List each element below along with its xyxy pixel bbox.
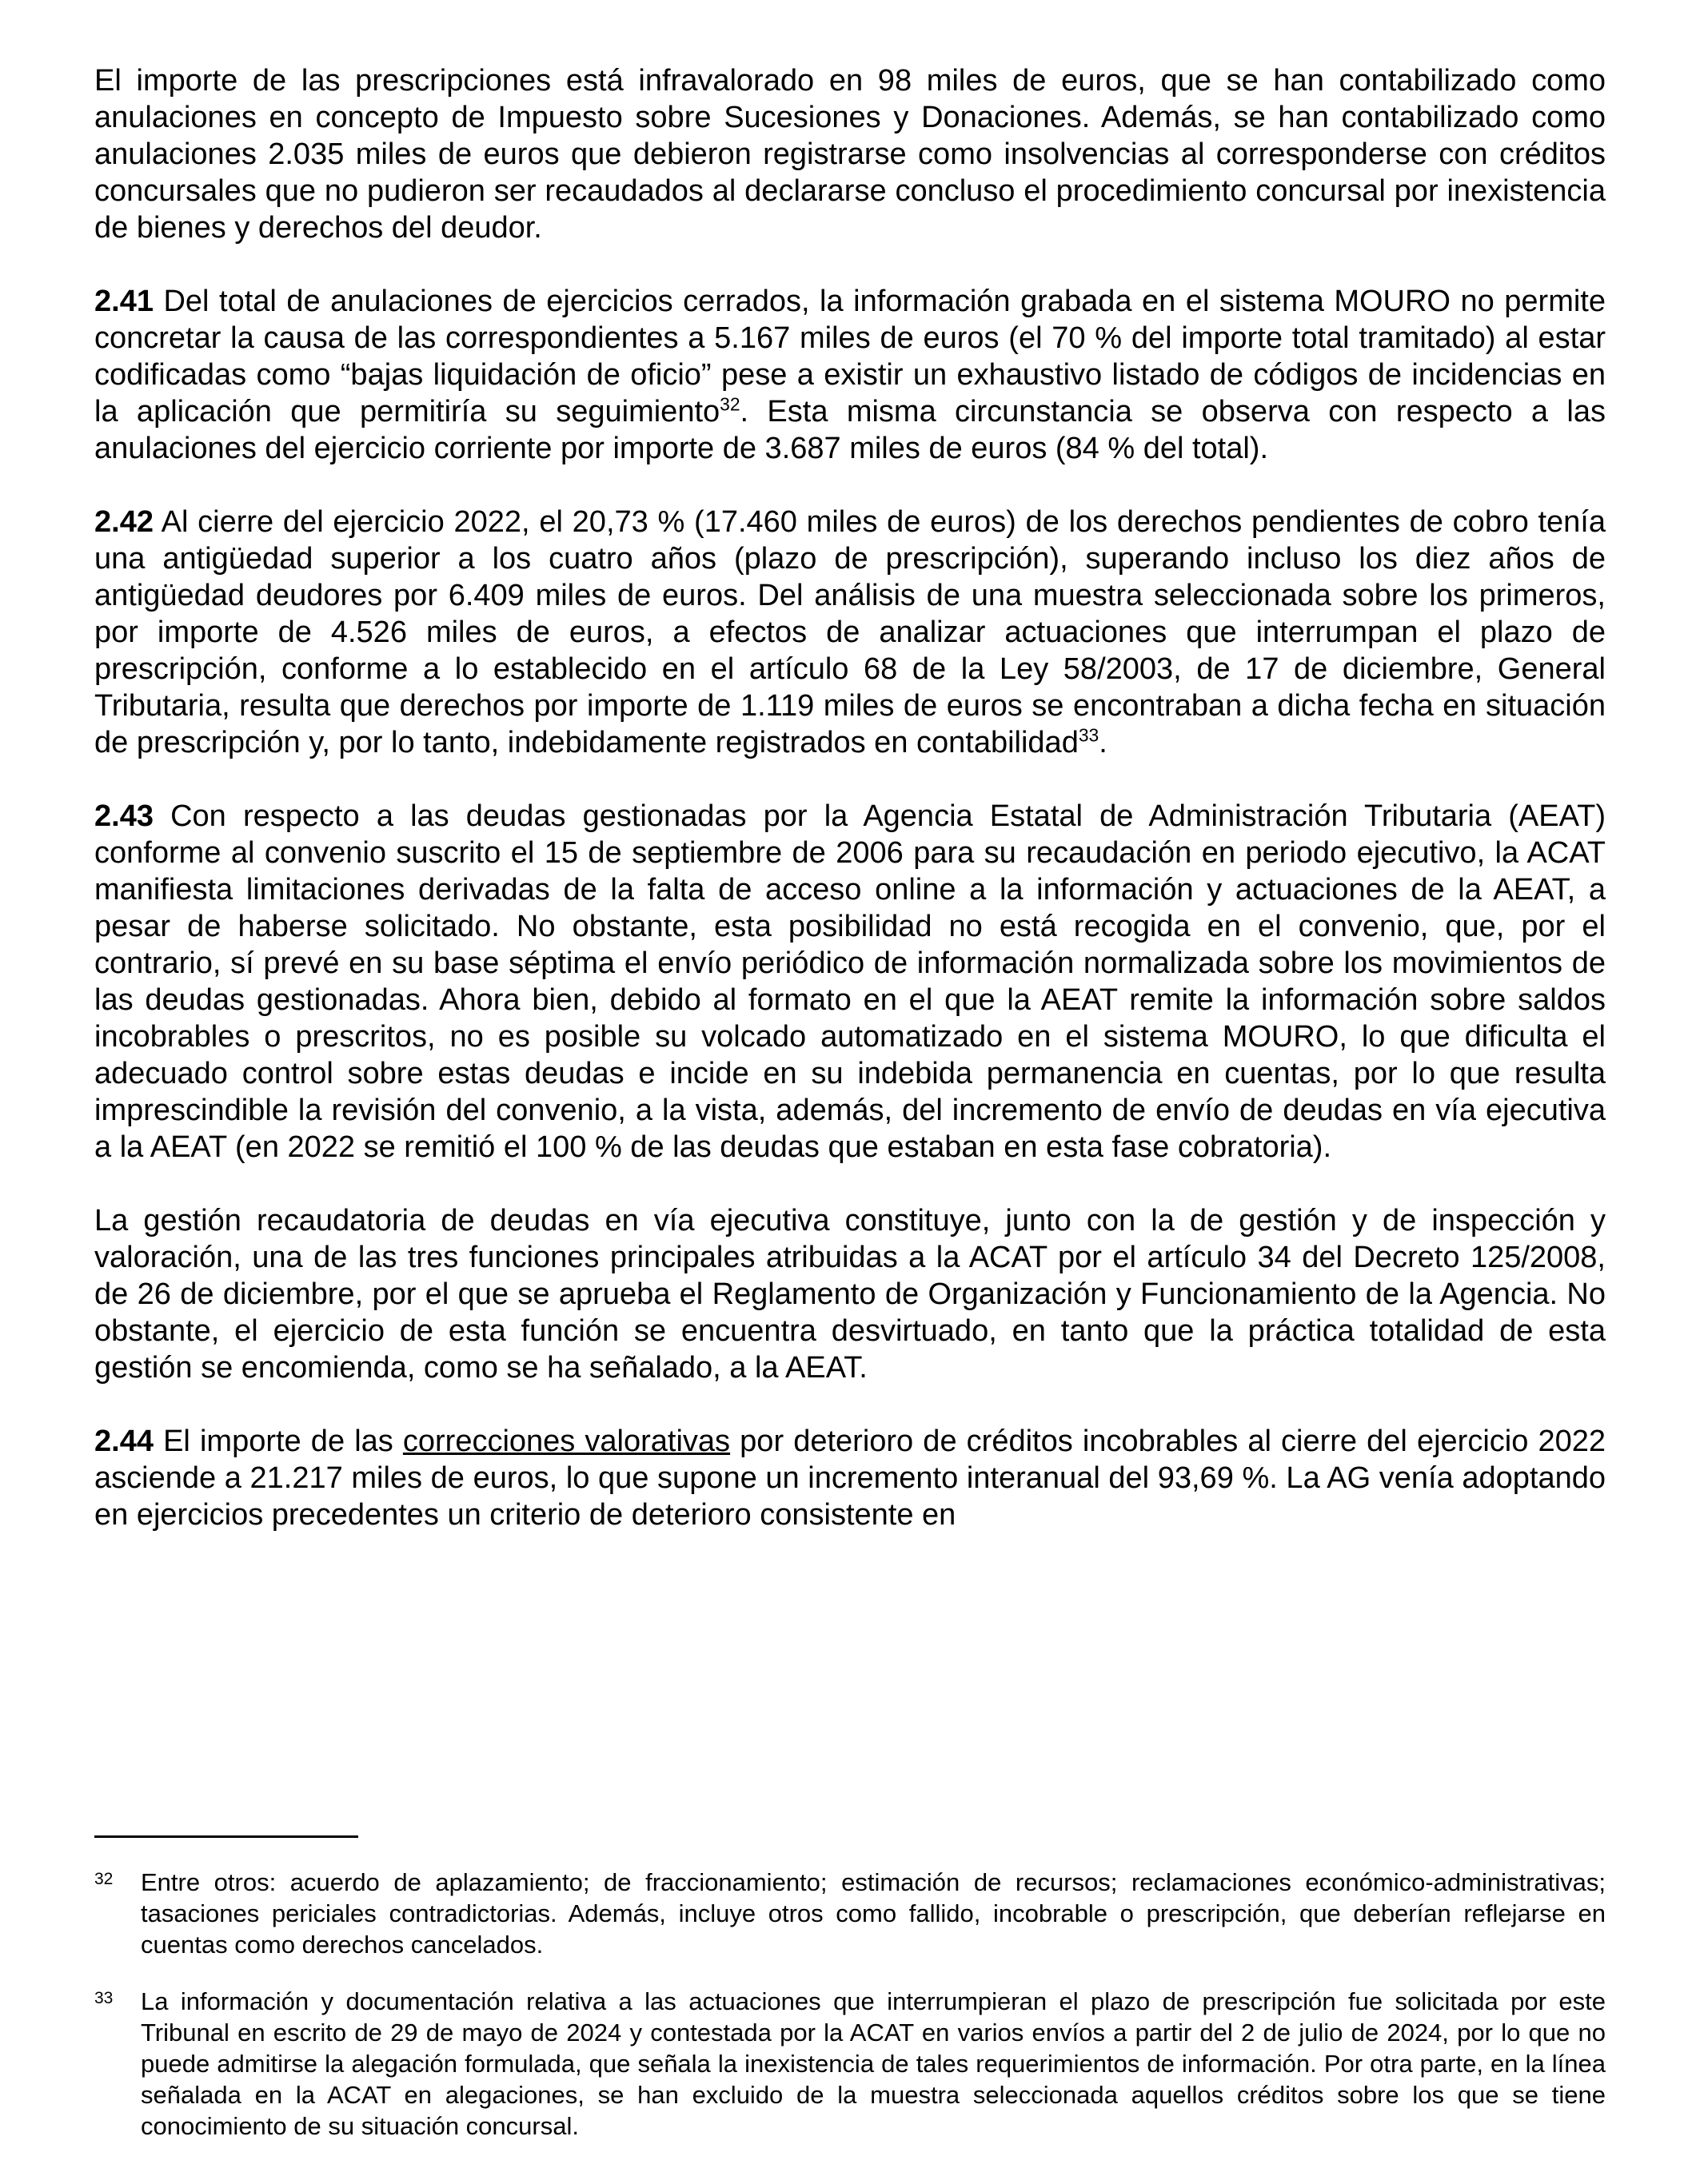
paragraph-gestion (94, 1202, 1606, 1386)
paragraph-number: 2.44 (94, 1425, 154, 1458)
paragraph-text: El importe de las prescripciones está infravalorado en 98 miles de euros, que se han contabilizado como anulaciones en concepto de Impuesto sobre Sucesiones y Donaciones. Además, se han contabilizado como anulaciones 2.035 miles de euros que debieron registrarse como insolvencias al corresponderse con créditos concursales que no pudieron ser recaudados al declararse concluso el procedimiento concursal por inexistencia de bienes y derechos del deudor. (94, 64, 1606, 245)
document-body (94, 62, 1606, 1533)
paragraph-2-43 (94, 798, 1606, 1166)
footnote-32 (94, 1867, 1606, 1960)
paragraph-number: 2.42 (94, 505, 154, 539)
underlined-term: correcciones valorativas (402, 1425, 731, 1458)
paragraph-number: 2.43 (94, 799, 154, 833)
footnote-text: La información y documentación relativa a las actuaciones que interrumpieran el plazo de prescripción fue solicitada por este Tribunal en escrito de 29 de mayo de 2024 y contestada por la ACAT en varios envíos a partir del 2 de julio de 2024, por lo que no puede admitirse la alegación formulada, que señala la inexistencia de tales requerimientos de información. Por otra parte, en la línea señalada en la ACAT en alegaciones, se han excluido de la muestra seleccionada aquellos créditos sobre los que se tiene conocimiento de su situación concursal. (141, 1987, 1606, 2140)
paragraph-text: por deterioro de créditos incobrables al cierre del ejercicio 2022 asciende a 21.217 miles de euros, lo que supone un incremento interanual del 93,69 %. La AG venía adoptando en ejercicios precedentes un criterio de deterioro consistente en (94, 1425, 1606, 1532)
paragraph-text: . (1099, 726, 1107, 759)
footnote-33 (94, 1986, 1606, 2142)
paragraph-text: La gestión recaudatoria de deudas en vía ejecutiva constituye, junto con la de gestión y de inspección y valoración, una de las tres funciones principales atribuidas a la ACAT por el artículo 34 del Decreto 125/2008, de 26 de diciembre, por el que se aprueba el Reglamento de Organización y Funcionamiento de la Agencia. No obstante, el ejercicio de esta función se encuentra desvirtuado, en tanto que la práctica totalidad de esta gestión se encomienda, como se ha señalado, a la AEAT. (94, 1204, 1606, 1385)
footnote-number: 32 (94, 1870, 114, 1888)
footnote-ref-32: 32 (720, 393, 740, 415)
paragraph-intro (94, 62, 1606, 246)
paragraph-number: 2.41 (94, 285, 154, 318)
footnote-text: Entre otros: acuerdo de aplazamiento; de fraccionamiento; estimación de recursos; reclamaciones económico-administrativas; tasaciones periciales contradictorias. Además, incluye otros como fallido, incobrable o prescripción, que deberían reflejarse en cuentas como derechos cancelados. (141, 1868, 1606, 1959)
paragraph-text: Al cierre del ejercicio 2022, el 20,73 % (17.460 miles de euros) de los derechos pendientes de cobro tenía una antigüedad superior a los cuatro años (plazo de prescripción), superando incluso los diez años de antigüedad deudores por 6.409 miles de euros. Del análisis de una muestra seleccionada sobre los primeros, por importe de 4.526 miles de euros, a efectos de analizar actuaciones que interrumpan el plazo de prescripción, conforme a lo establecido en el artículo 68 de la Ley 58/2003, de 17 de diciembre, General Tributaria, resulta que derechos por importe de 1.119 miles de euros se encontraban a dicha fecha en situación de prescripción y, por lo tanto, indebidamente registrados en contabilidad (94, 505, 1606, 759)
paragraph-text: Con respecto a las deudas gestionadas por la Agencia Estatal de Administración Tributaria (AEAT) conforme al convenio suscrito el 15 de septiembre de 2006 para su recaudación en periodo ejecutivo, la ACAT manifiesta limitaciones derivadas de la falta de acceso online a la información y actuaciones de la AEAT, a pesar de haberse solicitado. No obstante, esta posibilidad no está recogida en el convenio, que, por el contrario, sí prevé en su base séptima el envío periódico de información normalizada sobre los movimientos de las deudas gestionadas. Ahora bien, debido al formato en el que la AEAT remite la información sobre saldos incobrables o prescritos, no es posible su volcado automatizado en el sistema MOURO, lo que dificulta el adecuado control sobre estas deudas e incide en su indebida permanencia en cuentas, por lo que resulta imprescindible la revisión del convenio, a la vista, además, del incremento de envío de deudas en vía ejecutiva a la AEAT (en 2022 se remitió el 100 % de las deudas que estaban en esta fase cobratoria). (94, 799, 1606, 1164)
paragraph-2-42 (94, 504, 1606, 761)
paragraph-text: El importe de las (153, 1425, 403, 1458)
paragraph-2-41 (94, 283, 1606, 467)
paragraph-text: . Esta misma circunstancia se observa con respecto a las anulaciones del ejercicio corriente por importe de 3.687 miles de euros (84 % del total). (94, 395, 1606, 465)
footnote-ref-33: 33 (1078, 724, 1099, 746)
footnotes-section (94, 1835, 1606, 2142)
footnote-number: 33 (94, 1989, 114, 2007)
paragraph-2-44 (94, 1423, 1606, 1533)
footnote-separator (94, 1835, 358, 1838)
paragraph-text: Del total de anulaciones de ejercicios cerrados, la información grabada en el sistema MOURO no permite concretar la causa de las correspondientes a 5.167 miles de euros (el 70 % del importe total tramitado) al estar codificadas como “bajas liquidación de oficio” pese a existir un exhaustivo listado de códigos de incidencias en la aplicación que permitiría su seguimiento (94, 285, 1606, 428)
